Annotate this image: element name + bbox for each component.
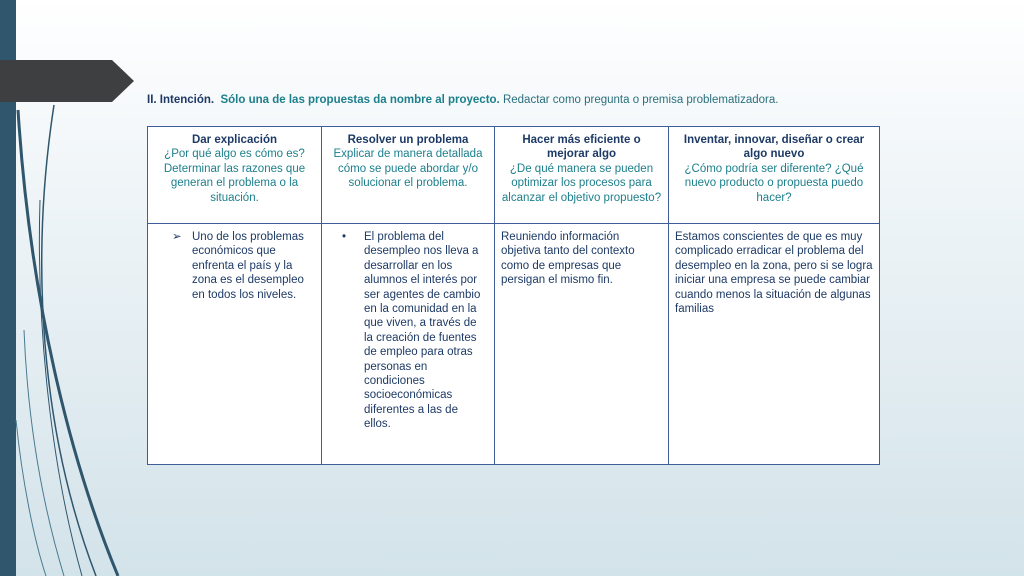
- answer-text: El problema del desempleo nos lleva a desarrollar en los alumnos el interés por ser agentes de cambio en la comunidad en la que viven, a través de la creación de fuentes de empleo para otras personas en condiciones socioeconómicas diferentes a las de ellos.: [364, 231, 481, 431]
- list-item: [342, 230, 488, 432]
- header-cell-explain: [148, 127, 322, 224]
- arrow-bullet-icon: ➢: [172, 231, 182, 243]
- column-subtitle: Explicar de manera detallada cómo se puede abordar y/o solucionar el problema.: [333, 148, 483, 190]
- intention-table: [147, 126, 880, 465]
- heading-number: II. Intención.: [147, 94, 215, 106]
- table-header-row: [148, 127, 880, 224]
- column-title: Hacer más eficiente o mejorar algo: [522, 134, 641, 161]
- header-cell-solve: [322, 127, 495, 224]
- header-cell-innovate: [669, 127, 880, 224]
- column-title: Resolver un problema: [347, 134, 469, 146]
- answer-cell-explain: [148, 224, 322, 465]
- answer-cell-solve: [322, 224, 495, 465]
- column-title: Inventar, innovar, diseñar o crear algo nuevo: [683, 134, 865, 161]
- answer-text: Estamos conscientes de que es muy complicado erradicar el problema del desempleo en la zona, pero si se logra iniciar una empresa se puede cambiar cuando menos la situación de algunas familias: [675, 231, 873, 316]
- section-heading: [147, 94, 778, 106]
- answer-cell-improve: [495, 224, 669, 465]
- column-subtitle: ¿Por qué algo es cómo es? Determinar las razones que generan el problema o la situación.: [163, 148, 306, 204]
- title-arrow-tab: [0, 60, 134, 102]
- answer-cell-innovate: [669, 224, 880, 465]
- dot-bullet-icon: •: [342, 231, 347, 243]
- list-item: [172, 230, 315, 302]
- column-subtitle: ¿De qué manera se pueden optimizar los procesos para alcanzar el objetivo propuesto?: [501, 162, 662, 204]
- header-cell-improve: [495, 127, 669, 224]
- answer-text: Uno de los problemas económicos que enfrenta el país y la zona es el desempleo en todos los niveles.: [192, 231, 304, 301]
- column-title: Dar explicación: [191, 134, 277, 146]
- table-answer-row: [148, 224, 880, 465]
- heading-instruction: Sólo una de las propuestas da nombre al proyecto.: [220, 94, 500, 106]
- answer-text: Reuniendo información objetiva tanto del contexto como de empresas que persigan el mismo fin.: [501, 231, 635, 287]
- column-subtitle: ¿Cómo podría ser diferente? ¿Qué nuevo producto o propuesta puedo hacer?: [684, 162, 864, 204]
- heading-note: Redactar como pregunta o premisa problematizadora.: [502, 94, 779, 106]
